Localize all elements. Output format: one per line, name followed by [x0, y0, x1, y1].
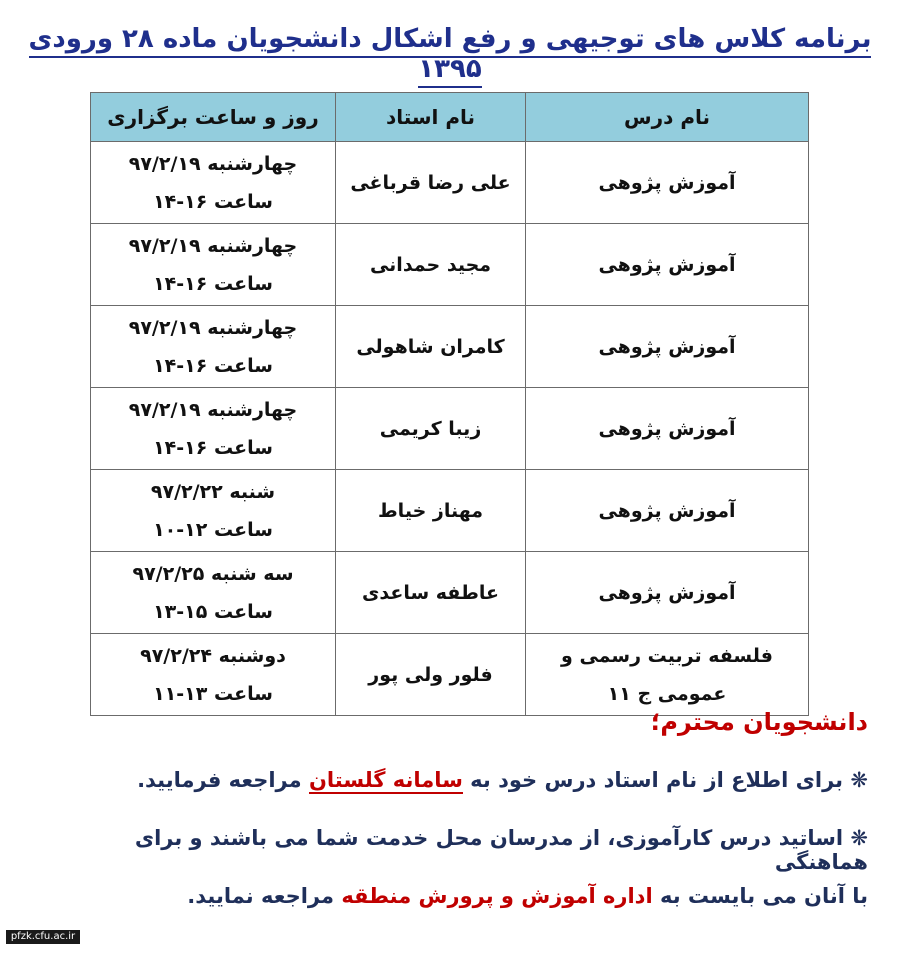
schedule-cell	[91, 224, 336, 306]
schedule-cell	[91, 142, 336, 224]
course-cell: آموزش پژوهی	[526, 552, 809, 634]
notice-line-2	[40, 826, 868, 874]
asterisk-icon: ❋	[850, 826, 868, 850]
header-course: نام درس	[526, 93, 809, 142]
notice-line-3-text-a: با آنان می بایست به	[652, 884, 868, 908]
table-row	[91, 306, 809, 388]
course-cell	[526, 634, 809, 716]
schedule-day: چهارشنبه ۹۷/۲/۱۹	[128, 398, 298, 421]
schedule-cell	[91, 470, 336, 552]
schedule-time: ساعت ۱۶-۱۴	[153, 436, 273, 459]
asterisk-icon: ❋	[850, 768, 868, 792]
course-cell: آموزش پژوهی	[526, 224, 809, 306]
golestan-system-link[interactable]: سامانه گلستان	[308, 768, 463, 792]
table-row	[91, 142, 809, 224]
notice-line-2-text: اساتید درس کارآموزی، از مدرسان محل خدمت شما می باشند و برای هماهنگی	[134, 826, 868, 874]
course-line-2: عمومی ج ۱۱	[607, 682, 727, 705]
schedule-time: ساعت ۱۳-۱۱	[153, 682, 273, 705]
schedule-cell	[91, 388, 336, 470]
table-row	[91, 470, 809, 552]
schedule-time: ساعت ۱۲-۱۰	[153, 518, 273, 541]
teacher-cell: کامران شاهولی	[336, 306, 526, 388]
teacher-cell: مجید حمدانی	[336, 224, 526, 306]
notice-line-1	[40, 768, 868, 792]
table-row	[91, 224, 809, 306]
course-cell: آموزش پژوهی	[526, 306, 809, 388]
header-teacher: نام استاد	[336, 93, 526, 142]
notice-line-1-text-a: برای اطلاع از نام استاد درس خود به	[462, 768, 844, 792]
notice-greeting: دانشجویان محترم؛	[650, 708, 868, 736]
teacher-cell: عاطفه ساعدی	[336, 552, 526, 634]
course-cell: آموزش پژوهی	[526, 388, 809, 470]
schedule-cell	[91, 306, 336, 388]
schedule-day: شنبه ۹۷/۲/۲۲	[150, 480, 276, 503]
schedule-time: ساعت ۱۵-۱۳	[153, 600, 273, 623]
schedule-time: ساعت ۱۶-۱۴	[153, 272, 273, 295]
notice-line-3	[40, 884, 868, 908]
schedule-day: چهارشنبه ۹۷/۲/۱۹	[128, 234, 298, 257]
schedule-day: دوشنبه ۹۷/۲/۲۴	[140, 644, 286, 667]
table-row	[91, 634, 809, 716]
teacher-cell: مهناز خیاط	[336, 470, 526, 552]
schedule-table	[90, 92, 809, 716]
course-cell: آموزش پژوهی	[526, 470, 809, 552]
notice-line-3-text-b: مراجعه نمایید.	[187, 884, 342, 908]
schedule-time: ساعت ۱۶-۱۴	[153, 354, 273, 377]
page-title-text: برنامه کلاس های توجیهی و رفع اشکال دانشجویان ماده ۲۸ ورودی ۱۳۹۵	[29, 24, 872, 88]
teacher-cell: علی رضا قرباغی	[336, 142, 526, 224]
course-line-1: فلسفه تربیت رسمی و	[561, 644, 773, 667]
schedule-day: چهارشنبه ۹۷/۲/۱۹	[128, 152, 298, 175]
table-row	[91, 552, 809, 634]
teacher-cell: فلور ولی پور	[336, 634, 526, 716]
teacher-cell: زیبا کریمی	[336, 388, 526, 470]
table-row	[91, 388, 809, 470]
education-office-name: اداره آموزش و پرورش منطقه	[341, 884, 653, 908]
schedule-cell	[91, 552, 336, 634]
schedule-time: ساعت ۱۶-۱۴	[153, 190, 273, 213]
site-logo: pfzk.cfu.ac.ir	[6, 930, 80, 944]
schedule-day: سه شنبه ۹۷/۲/۲۵	[132, 562, 294, 585]
page-title	[0, 24, 900, 84]
notice-line-1-text-b: مراجعه فرمایید.	[137, 768, 309, 792]
table-header-row	[91, 93, 809, 142]
header-schedule: روز و ساعت برگزاری	[91, 93, 336, 142]
schedule-day: چهارشنبه ۹۷/۲/۱۹	[128, 316, 298, 339]
course-cell: آموزش پژوهی	[526, 142, 809, 224]
schedule-cell	[91, 634, 336, 716]
